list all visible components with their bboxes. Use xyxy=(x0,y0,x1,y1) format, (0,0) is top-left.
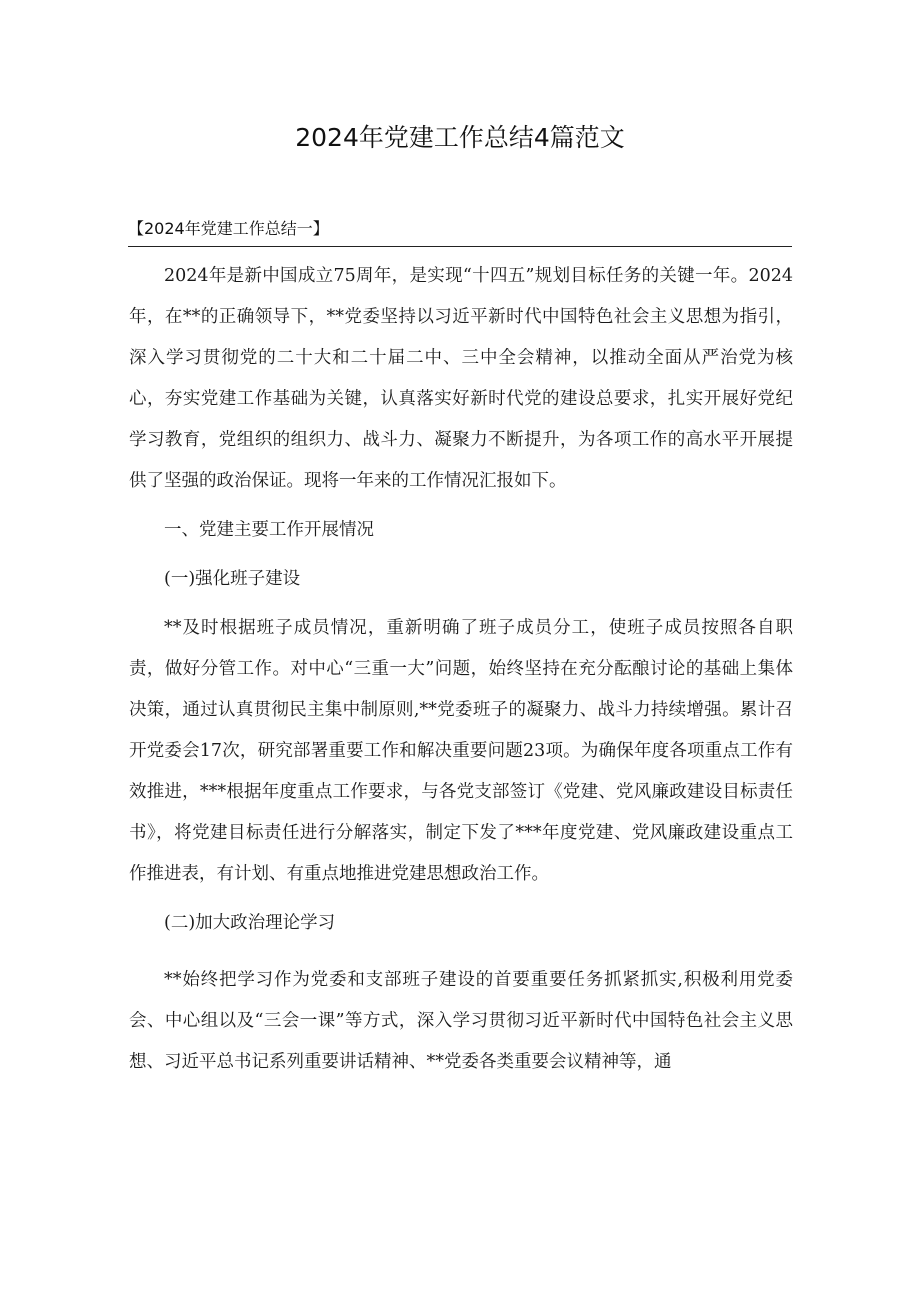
subheading-theory-study: (二)加大政治理论学习 xyxy=(164,913,336,933)
document-title: 2024年党建工作总结4篇范文 xyxy=(295,123,625,152)
document-body xyxy=(129,256,793,1083)
paragraph-intro: 2024年是新中国成立75周年，是实现“十四五”规划目标任务的关键一年。2024年，在**的正确领导下，**党委坚持以习近平新时代中国特色社会主义思想为指引，深入学习贯彻党的二十大和二十届二中、三中全会精神，以推动全面从严治党为核心，夯实党建工作基础为关键，认真落实好新时代党的建设总要求，扎实开展好党纪学习教育，党组织的组织力、战斗力、凝聚力不断提升，为各项工作的高水平开展提供了坚强的政治保证。现将一年来的工作情况汇报如下。 xyxy=(129,266,793,491)
paragraph-leadership: **及时根据班子成员情况，重新明确了班子成员分工，使班子成员按照各自职责，做好分管工作。对中心“三重一大”问题，始终坚持在充分酝酿讨论的基础上集体决策，通过认真贯彻民主集中制原则,**党委班子的凝聚力、战斗力持续增强。累计召开党委会17次，研究部署重要工作和解决重要问题23项。为确保年度各项重点工作有效推进，***根据年度重点工作要求，与各党支部签订《党建、党风廉政建设目标责任书》，将党建目标责任进行分解落实，制定下发了***年度党建、党风廉政建设重点工作推进表，有计划、有重点地推进党建思想政治工作。 xyxy=(129,618,793,884)
subheading-leadership: (一)强化班子建设 xyxy=(164,569,301,589)
section-heading: 【2024年党建工作总结一】 xyxy=(128,218,792,247)
heading-main-work: 一、党建主要工作开展情况 xyxy=(164,520,374,540)
paragraph-theory-study: **始终把学习作为党委和支部班子建设的首要重要任务抓紧抓实,积极利用党委会、中心组以及“三会一课”等方式，深入学习贯彻习近平新时代中国特色社会主义思想、习近平总书记系列重要讲话精神、**党委各类重要会议精神等，通 xyxy=(129,970,793,1072)
